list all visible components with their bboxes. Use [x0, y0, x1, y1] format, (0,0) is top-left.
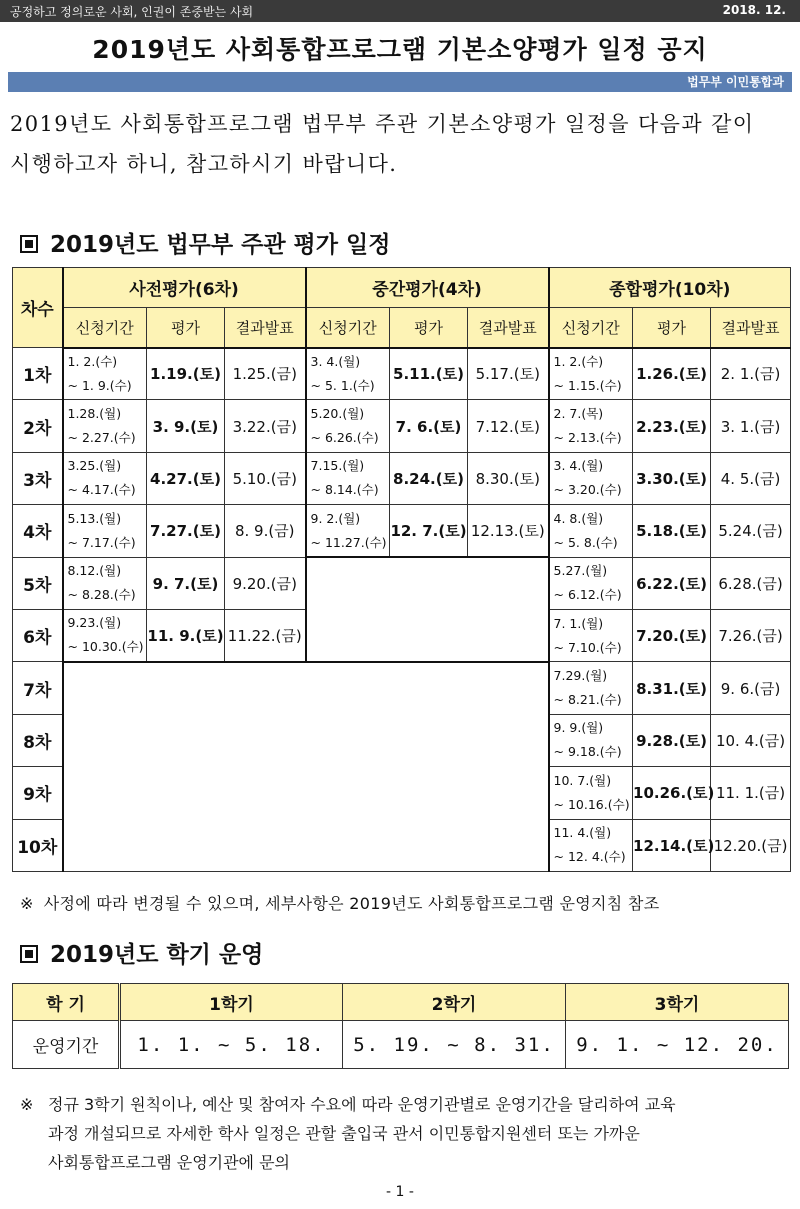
period-end: ~ 3.20.(수)	[553, 482, 622, 498]
pre-application-period	[63, 452, 147, 504]
intro-line-1: 2019년도 사회통합프로그램 법무부 주관 기본소양평가 일정을 다음과 같이	[10, 112, 755, 136]
schedule-note	[20, 890, 659, 918]
top-banner	[0, 0, 800, 22]
semester-1-header: 1학기	[120, 984, 343, 1021]
pre-application-period	[63, 557, 147, 609]
period-start: 3.25.(월)	[67, 458, 122, 474]
period-end: ~ 1. 9.(수)	[67, 377, 132, 393]
period-end: ~ 7.10.(수)	[553, 639, 622, 655]
final-eval-date: 9.28.(토)	[633, 714, 711, 766]
final-application-period	[549, 400, 633, 452]
empty-mid-area	[306, 557, 549, 662]
period-start: 2. 7.(목)	[553, 406, 604, 422]
schedule-section-heading	[20, 226, 390, 259]
period-end: ~ 11.27.(수)	[310, 534, 387, 550]
period-end: ~ 5. 1.(수)	[310, 377, 375, 393]
semester-section-heading	[20, 936, 263, 969]
final-eval-date: 1.26.(토)	[633, 348, 711, 400]
department-name: 법무부 이민통합과	[687, 75, 784, 89]
page-number: - 1 -	[386, 1184, 414, 1200]
period-start: 7.29.(월)	[553, 668, 608, 684]
slogan: 공정하고 정의로운 사회, 인권이 존중받는 사회	[10, 5, 254, 19]
final-result-date: 2. 1.(금)	[711, 348, 791, 400]
period-end: ~ 10.30.(수)	[67, 639, 144, 655]
pre-eval-date: 1.19.(토)	[147, 348, 225, 400]
sub-header-eval: 평가	[390, 308, 468, 348]
final-application-period	[549, 767, 633, 819]
semester-note	[20, 1090, 795, 1177]
final-application-period	[549, 714, 633, 766]
final-eval-date: 12.14.(토)	[633, 819, 711, 871]
pre-result-date: 3.22.(금)	[225, 400, 306, 452]
pre-eval-date: 3. 9.(토)	[147, 400, 225, 452]
period-start: 9.23.(월)	[67, 615, 122, 631]
semester-1-period: 1. 1. ~ 5. 18.	[120, 1021, 343, 1069]
round-label: 9차	[13, 767, 63, 819]
schedule-section-title: 2019년도 법무부 주관 평가 일정	[50, 232, 391, 258]
period-end: ~ 5. 8.(수)	[553, 534, 618, 550]
sub-header-result: 결과발표	[711, 308, 791, 348]
group-header-mid: 중간평가(4차)	[306, 268, 549, 308]
period-start: 5.13.(월)	[67, 510, 122, 526]
table-row	[13, 1021, 789, 1069]
period-end: ~ 6.12.(수)	[553, 587, 622, 603]
period-start: 1.28.(월)	[67, 406, 122, 422]
period-start: 1. 2.(수)	[553, 353, 604, 369]
round-label: 4차	[13, 505, 63, 557]
period-end: ~ 1.15.(수)	[553, 377, 622, 393]
semester-header-label: 학 기	[13, 984, 120, 1021]
period-start: 8.12.(월)	[67, 563, 122, 579]
intro-paragraph	[10, 104, 794, 184]
pre-eval-date: 11. 9.(토)	[147, 609, 225, 661]
square-bullet-icon	[20, 235, 38, 253]
final-application-period	[549, 505, 633, 557]
period-start: 7. 1.(월)	[553, 615, 604, 631]
final-result-date: 6.28.(금)	[711, 557, 791, 609]
final-result-date: 9. 6.(금)	[711, 662, 791, 714]
semester-2-period: 5. 19. ~ 8. 31.	[343, 1021, 566, 1069]
mid-result-date: 5.17.(토)	[468, 348, 549, 400]
table-row	[13, 557, 791, 609]
final-application-period	[549, 452, 633, 504]
final-eval-date: 3.30.(토)	[633, 452, 711, 504]
final-result-date: 4. 5.(금)	[711, 452, 791, 504]
final-result-date: 12.20.(금)	[711, 819, 791, 871]
pre-result-date: 5.10.(금)	[225, 452, 306, 504]
period-end: ~ 10.16.(수)	[553, 796, 630, 812]
mid-application-period	[306, 452, 390, 504]
final-eval-date: 2.23.(토)	[633, 400, 711, 452]
final-result-date: 10. 4.(금)	[711, 714, 791, 766]
sub-header-period: 신청기간	[63, 308, 147, 348]
pre-application-period	[63, 348, 147, 400]
period-start: 11. 4.(월)	[553, 825, 612, 841]
evaluation-schedule-table	[12, 267, 791, 872]
round-label: 3차	[13, 452, 63, 504]
final-eval-date: 5.18.(토)	[633, 505, 711, 557]
final-eval-date: 6.22.(토)	[633, 557, 711, 609]
semester-note-line-2: 과정 개설되므로 자세한 학사 일정은 관할 출입국 관서 이민통합지원센터 또는 가까운	[48, 1124, 640, 1143]
sub-header-eval: 평가	[147, 308, 225, 348]
round-label: 6차	[13, 609, 63, 661]
group-header-final: 종합평가(10차)	[549, 268, 791, 308]
table-row	[13, 452, 791, 504]
mid-eval-date: 7. 6.(토)	[390, 400, 468, 452]
pre-result-date: 8. 9.(금)	[225, 505, 306, 557]
pre-eval-date: 4.27.(토)	[147, 452, 225, 504]
mid-result-date: 12.13.(토)	[468, 505, 549, 557]
round-label: 5차	[13, 557, 63, 609]
pre-application-period	[63, 505, 147, 557]
mid-eval-date: 12. 7.(토)	[390, 505, 468, 557]
period-end: ~ 8.14.(수)	[310, 482, 379, 498]
period-start: 3. 4.(월)	[553, 458, 604, 474]
period-end: ~ 7.17.(수)	[67, 534, 136, 550]
final-result-date: 11. 1.(금)	[711, 767, 791, 819]
semester-section-title: 2019년도 학기 운영	[50, 942, 264, 968]
final-application-period	[549, 348, 633, 400]
period-end: ~ 2.13.(수)	[553, 430, 622, 446]
sub-header-period: 신청기간	[549, 308, 633, 348]
table-row	[13, 505, 791, 557]
semester-note-line-1: 정규 3학기 원칙이나, 예산 및 참여자 수요에 따라 운영기관별로 운영기간을 달리하여 교육	[48, 1095, 676, 1114]
period-start: 3. 4.(월)	[310, 353, 361, 369]
period-start: 1. 2.(수)	[67, 353, 118, 369]
sub-header-eval: 평가	[633, 308, 711, 348]
sub-header-result: 결과발표	[225, 308, 306, 348]
mid-application-period	[306, 505, 390, 557]
final-result-date: 5.24.(금)	[711, 505, 791, 557]
semester-3-period: 9. 1. ~ 12. 20.	[566, 1021, 789, 1069]
table-row	[13, 400, 791, 452]
pre-result-date: 1.25.(금)	[225, 348, 306, 400]
pre-result-date: 9.20.(금)	[225, 557, 306, 609]
mid-result-date: 8.30.(토)	[468, 452, 549, 504]
pre-application-period	[63, 609, 147, 661]
period-end: ~ 9.18.(수)	[553, 744, 622, 760]
final-eval-date: 10.26.(토)	[633, 767, 711, 819]
round-label: 7차	[13, 662, 63, 714]
mid-eval-date: 8.24.(토)	[390, 452, 468, 504]
pre-eval-date: 7.27.(토)	[147, 505, 225, 557]
final-application-period	[549, 557, 633, 609]
period-end: ~ 12. 4.(수)	[553, 849, 626, 865]
pre-eval-date: 9. 7.(토)	[147, 557, 225, 609]
period-start: 7.15.(월)	[310, 458, 365, 474]
period-end: ~ 4.17.(수)	[67, 482, 136, 498]
table-row	[13, 662, 791, 714]
period-end: ~ 2.27.(수)	[67, 430, 136, 446]
period-end: ~ 6.26.(수)	[310, 430, 379, 446]
final-result-date: 3. 1.(금)	[711, 400, 791, 452]
period-start: 5.27.(월)	[553, 563, 608, 579]
reference-mark: ※	[20, 894, 34, 913]
mid-application-period	[306, 348, 390, 400]
intro-line-2: 시행하고자 하니, 참고하시기 바랍니다.	[10, 152, 398, 176]
group-header-pre: 사전평가(6차)	[63, 268, 306, 308]
semester-table	[12, 983, 789, 1069]
sub-header-result: 결과발표	[468, 308, 549, 348]
round-label: 10차	[13, 819, 63, 871]
period-start: 9. 9.(월)	[553, 720, 604, 736]
semester-2-header: 2학기	[343, 984, 566, 1021]
semester-note-line-3: 사회통합프로그램 운영기관에 문의	[48, 1153, 291, 1172]
round-label: 8차	[13, 714, 63, 766]
mid-application-period	[306, 400, 390, 452]
schedule-note-text: 사정에 따라 변경될 수 있으며, 세부사항은 2019년도 사회통합프로그램 운영지침 참조	[43, 894, 660, 913]
sub-header-period: 신청기간	[306, 308, 390, 348]
pre-application-period	[63, 400, 147, 452]
final-eval-date: 7.20.(토)	[633, 609, 711, 661]
period-row-label: 운영기간	[13, 1021, 120, 1069]
department-bar	[8, 72, 792, 92]
square-bullet-icon	[20, 945, 38, 963]
semester-3-header: 3학기	[566, 984, 789, 1021]
final-application-period	[549, 662, 633, 714]
period-start: 10. 7.(월)	[553, 772, 612, 788]
mid-eval-date: 5.11.(토)	[390, 348, 468, 400]
mid-result-date: 7.12.(토)	[468, 400, 549, 452]
empty-pre-mid-area	[63, 662, 549, 872]
period-start: 4. 8.(월)	[553, 510, 604, 526]
final-result-date: 7.26.(금)	[711, 609, 791, 661]
pre-result-date: 11.22.(금)	[225, 609, 306, 661]
final-application-period	[549, 819, 633, 871]
round-label: 1차	[13, 348, 63, 400]
issue-date: 2018. 12.	[722, 3, 786, 17]
reference-mark: ※	[20, 1095, 34, 1114]
period-start: 5.20.(월)	[310, 406, 365, 422]
round-label: 2차	[13, 400, 63, 452]
table-row	[13, 348, 791, 400]
final-eval-date: 8.31.(토)	[633, 662, 711, 714]
period-end: ~ 8.28.(수)	[67, 587, 136, 603]
document-title: 2019년도 사회통합프로그램 기본소양평가 일정 공지	[92, 35, 708, 64]
period-start: 9. 2.(월)	[310, 510, 361, 526]
round-header: 차수	[13, 268, 63, 348]
period-end: ~ 8.21.(수)	[553, 692, 622, 708]
final-application-period	[549, 609, 633, 661]
